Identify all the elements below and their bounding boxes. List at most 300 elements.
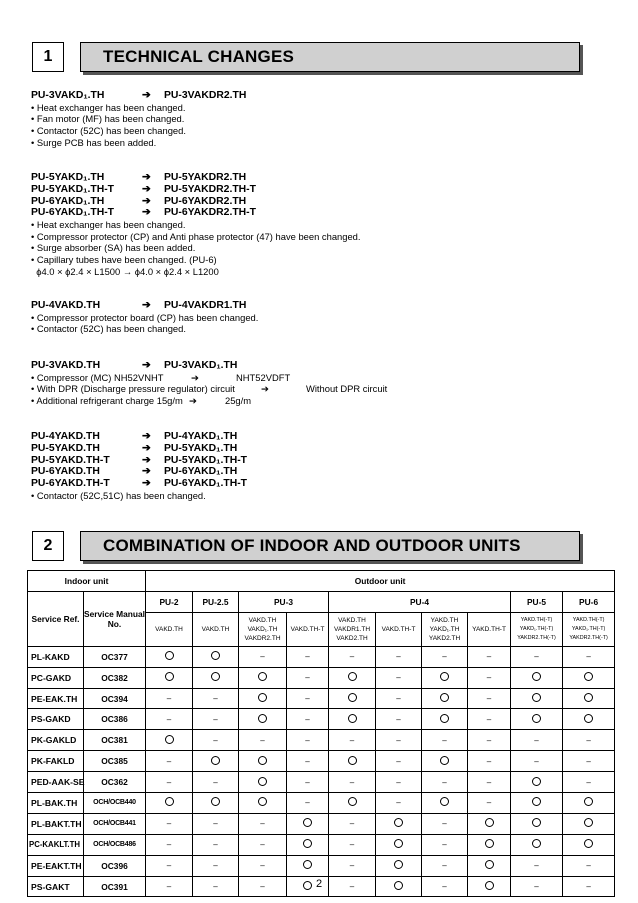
change-to: Without DPR circuit xyxy=(306,383,388,395)
service-manual-cell: OC386 xyxy=(84,709,146,730)
not-compatible-mark: – xyxy=(287,751,329,772)
compatible-mark xyxy=(511,709,563,730)
change-note xyxy=(31,383,591,395)
change-note xyxy=(31,372,591,384)
compatible-mark xyxy=(511,813,563,834)
compatible-mark xyxy=(329,688,376,709)
compatible-mark xyxy=(422,751,468,772)
old-model: PU-6YAKD₁.TH xyxy=(31,195,105,207)
not-compatible-mark: – xyxy=(422,646,468,667)
not-compatible-mark: – xyxy=(468,646,511,667)
not-compatible-mark: – xyxy=(287,793,329,814)
compatible-mark xyxy=(329,751,376,772)
service-ref-cell: PL-BAK.TH xyxy=(28,793,84,814)
compatible-mark xyxy=(193,646,239,667)
change-note: • Capillary tubes have been changed. (PU-6) xyxy=(31,253,217,265)
new-model: PU-4VAKDR1.TH xyxy=(164,300,247,311)
change-note: • Contactor (52C) has been changed. xyxy=(31,323,186,335)
compatible-mark xyxy=(422,667,468,688)
new-model: PU-6YAKD₁.TH-T xyxy=(164,478,248,490)
model-change-row xyxy=(31,300,591,312)
not-compatible-mark: – xyxy=(329,772,376,793)
table-row xyxy=(28,813,615,834)
not-compatible-mark: – xyxy=(287,709,329,730)
model-change-row xyxy=(31,466,591,478)
circle-icon xyxy=(348,756,357,765)
not-compatible-mark: – xyxy=(287,667,329,688)
circle-icon xyxy=(258,777,267,786)
compatible-mark xyxy=(193,751,239,772)
circle-icon xyxy=(584,693,593,702)
arrow-icon: ➔ xyxy=(142,300,151,311)
compatible-mark xyxy=(563,813,615,834)
not-compatible-mark: – xyxy=(563,646,615,667)
section-2-number: 2 xyxy=(32,531,64,561)
section-1-header xyxy=(32,42,580,72)
outdoor-model-header: YAKD.TH(-T) YAKD₁.TH(-T) YAKDR2.TH(-T) xyxy=(511,612,563,646)
compatible-mark xyxy=(239,751,287,772)
not-compatible-mark: – xyxy=(329,834,376,855)
not-compatible-mark: – xyxy=(468,730,511,751)
not-compatible-mark: – xyxy=(193,709,239,730)
compatible-mark xyxy=(422,709,468,730)
circle-icon xyxy=(348,672,357,681)
arrow-icon: ➔ xyxy=(189,394,197,406)
arrow-icon: ➔ xyxy=(142,431,151,442)
not-compatible-mark: – xyxy=(146,751,193,772)
outdoor-model-header: VAKD.TH VAKD₁.TH VAKDR2.TH xyxy=(239,612,287,646)
new-model: PU-5YAKD₁.TH-T xyxy=(164,454,248,466)
old-model: PU-6YAKD.TH-T xyxy=(31,478,110,490)
change-note: • Fan motor (MF) has been changed. xyxy=(31,113,185,125)
not-compatible-mark: – xyxy=(376,730,422,751)
not-compatible-mark: – xyxy=(422,834,468,855)
not-compatible-mark: – xyxy=(511,751,563,772)
not-compatible-mark: – xyxy=(563,876,615,897)
circle-icon xyxy=(485,818,494,827)
outdoor-group-header: PU-6 xyxy=(563,591,615,612)
not-compatible-mark: – xyxy=(468,667,511,688)
not-compatible-mark: – xyxy=(239,730,287,751)
table-row xyxy=(28,751,615,772)
old-model: PU-3VAKD.TH xyxy=(31,360,101,371)
compatible-mark xyxy=(563,834,615,855)
service-ref-cell: PS-GAKT xyxy=(28,876,84,897)
compatible-mark xyxy=(146,793,193,814)
circle-icon xyxy=(440,797,449,806)
service-ref-cell: PC-KAKLT.TH xyxy=(28,834,84,855)
not-compatible-mark: – xyxy=(422,730,468,751)
not-compatible-mark: – xyxy=(422,813,468,834)
arrow-icon: ➔ xyxy=(261,383,269,395)
compatible-mark xyxy=(563,709,615,730)
table-row xyxy=(28,667,615,688)
outdoor-model-header: YAKD.TH(-T) YAKD₁.TH(-T) YAKDR2.TH(-T) xyxy=(563,612,615,646)
circle-icon xyxy=(258,672,267,681)
not-compatible-mark: – xyxy=(511,646,563,667)
change-note: • Compressor protector (CP) and Anti phase protector (47) have been changed. xyxy=(31,230,361,242)
not-compatible-mark: – xyxy=(146,855,193,876)
change-to: NHT52VDFT xyxy=(236,371,291,383)
change-note: • Surge PCB has been added. xyxy=(31,136,157,148)
model-change-row xyxy=(31,360,591,372)
new-model: PU-3VAKD₁.TH xyxy=(164,360,238,371)
not-compatible-mark: – xyxy=(193,876,239,897)
not-compatible-mark: – xyxy=(422,876,468,897)
not-compatible-mark: – xyxy=(239,876,287,897)
compatible-mark xyxy=(146,667,193,688)
compatible-mark xyxy=(329,793,376,814)
not-compatible-mark: – xyxy=(146,834,193,855)
service-manual-cell: OC362 xyxy=(84,772,146,793)
service-manual-cell: OCH/OCB441 xyxy=(84,813,146,834)
compatible-mark xyxy=(239,688,287,709)
compatible-mark xyxy=(563,688,615,709)
not-compatible-mark: – xyxy=(329,813,376,834)
new-model: PU-6YAKDR2.TH xyxy=(164,195,247,207)
service-manual-cell: OC382 xyxy=(84,667,146,688)
compatible-mark xyxy=(329,709,376,730)
not-compatible-mark: – xyxy=(563,855,615,876)
model-change-row xyxy=(31,455,591,467)
arrow-icon: ➔ xyxy=(142,442,151,454)
circle-icon xyxy=(211,797,220,806)
compatible-mark xyxy=(193,793,239,814)
section-2-header xyxy=(32,531,580,561)
change-from: • Compressor (MC) NH52VNHT xyxy=(31,371,164,383)
not-compatible-mark: – xyxy=(376,646,422,667)
compatible-mark xyxy=(239,793,287,814)
circle-icon xyxy=(532,777,541,786)
service-manual-cell: OC391 xyxy=(84,876,146,897)
change-block xyxy=(31,172,591,277)
service-manual-cell: OC385 xyxy=(84,751,146,772)
old-model: PU-4VAKD.TH xyxy=(31,300,101,311)
old-model: PU-5YAKD.TH xyxy=(31,442,100,454)
compatible-mark xyxy=(511,772,563,793)
new-model: PU-5YAKDR2.TH-T xyxy=(164,183,256,195)
change-note xyxy=(31,395,591,407)
not-compatible-mark: – xyxy=(239,646,287,667)
not-compatible-mark: – xyxy=(287,688,329,709)
change-note: • Compressor protector board (CP) has been changed. xyxy=(31,311,259,323)
change-note: • Heat exchanger has been changed. xyxy=(31,101,186,113)
service-ref-cell: PED-AAK-SE xyxy=(28,772,84,793)
not-compatible-mark: – xyxy=(468,688,511,709)
not-compatible-mark: – xyxy=(329,855,376,876)
outdoor-unit-header: Outdoor unit xyxy=(146,571,615,592)
service-manual-cell: OC377 xyxy=(84,646,146,667)
circle-icon xyxy=(584,672,593,681)
not-compatible-mark: – xyxy=(146,688,193,709)
model-change-row xyxy=(31,443,591,455)
service-manual-cell: OC396 xyxy=(84,855,146,876)
change-from: • Additional refrigerant charge 15g/m xyxy=(31,394,183,406)
service-manual-cell: OCH/OCB486 xyxy=(84,834,146,855)
not-compatible-mark: – xyxy=(511,855,563,876)
outdoor-group-header: PU-2 xyxy=(146,591,193,612)
circle-icon xyxy=(485,860,494,869)
not-compatible-mark: – xyxy=(563,730,615,751)
not-compatible-mark: – xyxy=(193,813,239,834)
circle-icon xyxy=(584,818,593,827)
table-row xyxy=(28,730,615,751)
not-compatible-mark: – xyxy=(287,646,329,667)
service-ref-cell: PL-BAKT.TH xyxy=(28,813,84,834)
new-model: PU-6YAKDR2.TH-T xyxy=(164,207,256,219)
circle-icon xyxy=(532,797,541,806)
table-row xyxy=(28,834,615,855)
model-change-row xyxy=(31,172,591,184)
not-compatible-mark: – xyxy=(329,730,376,751)
not-compatible-mark: – xyxy=(193,834,239,855)
service-ref-cell: PC-GAKD xyxy=(28,667,84,688)
outdoor-model-header: VAKD.TH-T xyxy=(287,612,329,646)
not-compatible-mark: – xyxy=(239,855,287,876)
circle-icon xyxy=(532,714,541,723)
circle-icon xyxy=(165,672,174,681)
model-change-row xyxy=(31,431,591,443)
circle-icon xyxy=(211,651,220,660)
compatible-mark xyxy=(287,813,329,834)
circle-icon xyxy=(165,735,174,744)
not-compatible-mark: – xyxy=(376,772,422,793)
not-compatible-mark: – xyxy=(511,730,563,751)
not-compatible-mark: – xyxy=(468,751,511,772)
old-model: PU-5YAKD.TH-T xyxy=(31,454,110,466)
change-note: • Heat exchanger has been changed. xyxy=(31,219,186,231)
outdoor-model-header: VAKD.TH-T xyxy=(376,612,422,646)
outdoor-group-header: PU-3 xyxy=(239,591,329,612)
not-compatible-mark: – xyxy=(193,772,239,793)
arrow-icon: ➔ xyxy=(142,360,151,371)
table-row xyxy=(28,772,615,793)
not-compatible-mark: – xyxy=(511,876,563,897)
circle-icon xyxy=(584,797,593,806)
compatible-mark xyxy=(146,730,193,751)
compatible-mark xyxy=(511,793,563,814)
outdoor-model-header: YAKD.TH YAKD₁.TH YAKD2.TH xyxy=(422,612,468,646)
arrow-icon: ➔ xyxy=(142,195,151,207)
circle-icon xyxy=(440,756,449,765)
circle-icon xyxy=(211,672,220,681)
not-compatible-mark: – xyxy=(146,709,193,730)
section-1-title: TECHNICAL CHANGES xyxy=(103,47,295,66)
service-manual-cell: OCH/OCB440 xyxy=(84,793,146,814)
outdoor-group-header: PU-5 xyxy=(511,591,563,612)
new-model: PU-3VAKDR2.TH xyxy=(164,90,247,101)
new-model: PU-5YAKD₁.TH xyxy=(164,442,238,454)
section-1-number: 1 xyxy=(32,42,64,72)
section-1-title-bar xyxy=(80,42,580,72)
outdoor-model-header: VAKD.TH xyxy=(193,612,239,646)
change-block xyxy=(31,90,591,148)
compatible-mark xyxy=(511,688,563,709)
new-model: PU-6YAKD₁.TH xyxy=(164,466,238,478)
service-ref-header: Service Ref. xyxy=(28,591,84,646)
change-note: • Contactor (52C) has been changed. xyxy=(31,124,186,136)
not-compatible-mark: – xyxy=(193,855,239,876)
compatible-mark xyxy=(376,855,422,876)
compatible-mark xyxy=(468,813,511,834)
model-change-row xyxy=(31,184,591,196)
old-model: PU-6YAKD₁.TH-T xyxy=(31,207,115,219)
compatible-mark xyxy=(376,813,422,834)
new-model: PU-5YAKDR2.TH xyxy=(164,172,247,183)
change-block xyxy=(31,300,591,335)
change-from: • With DPR (Discharge pressure regulator) circuit xyxy=(31,383,235,395)
compatible-mark xyxy=(422,793,468,814)
new-model: PU-4YAKD₁.TH xyxy=(164,431,238,442)
not-compatible-mark: – xyxy=(422,772,468,793)
outdoor-group-header: PU-2.5 xyxy=(193,591,239,612)
not-compatible-mark: – xyxy=(422,855,468,876)
model-change-row xyxy=(31,207,591,219)
not-compatible-mark: – xyxy=(376,667,422,688)
change-block xyxy=(31,431,591,502)
table-row xyxy=(28,709,615,730)
circle-icon xyxy=(584,714,593,723)
table-row xyxy=(28,793,615,814)
compatible-mark xyxy=(329,667,376,688)
service-ref-cell: PK-GAKLD xyxy=(28,730,84,751)
table-row xyxy=(28,646,615,667)
arrow-icon: ➔ xyxy=(142,454,151,466)
circle-icon xyxy=(394,860,403,869)
compatible-mark xyxy=(563,667,615,688)
indoor-unit-header: Indoor unit xyxy=(28,571,146,592)
not-compatible-mark: – xyxy=(468,772,511,793)
compatible-mark xyxy=(563,793,615,814)
circle-icon xyxy=(394,839,403,848)
circle-icon xyxy=(584,839,593,848)
service-ref-cell: PS-GAKD xyxy=(28,709,84,730)
page-number: 2 xyxy=(315,878,323,890)
model-change-row xyxy=(31,90,591,102)
not-compatible-mark: – xyxy=(193,688,239,709)
circle-icon xyxy=(165,651,174,660)
old-model: PU-5YAKD₁.TH xyxy=(31,172,105,183)
not-compatible-mark: – xyxy=(563,772,615,793)
not-compatible-mark: – xyxy=(239,834,287,855)
old-model: PU-6YAKD.TH xyxy=(31,466,100,478)
circle-icon xyxy=(485,839,494,848)
circle-icon xyxy=(258,693,267,702)
circle-icon xyxy=(440,672,449,681)
circle-icon xyxy=(211,756,220,765)
arrow-icon: ➔ xyxy=(191,371,199,383)
circle-icon xyxy=(440,693,449,702)
old-model: PU-3VAKD₁.TH xyxy=(31,90,105,101)
compatible-mark xyxy=(422,688,468,709)
section-2-title-bar xyxy=(80,531,580,561)
circle-icon xyxy=(532,839,541,848)
change-note: • Surge absorber (SA) has been added. xyxy=(31,242,196,254)
compatible-mark xyxy=(239,709,287,730)
compatible-mark xyxy=(193,667,239,688)
not-compatible-mark: – xyxy=(193,730,239,751)
not-compatible-mark: – xyxy=(563,751,615,772)
not-compatible-mark: – xyxy=(146,876,193,897)
compatible-mark xyxy=(239,667,287,688)
service-manual-cell: OC394 xyxy=(84,688,146,709)
compatible-mark xyxy=(468,855,511,876)
not-compatible-mark: – xyxy=(376,709,422,730)
change-note: ϕ4.0 × ϕ2.4 × L1500 → ϕ4.0 × ϕ2.4 × L1200 xyxy=(31,265,219,277)
old-model: PU-4YAKD.TH xyxy=(31,431,100,442)
circle-icon xyxy=(394,818,403,827)
outdoor-model-header: YAKD.TH-T xyxy=(468,612,511,646)
arrow-icon: ➔ xyxy=(142,172,151,183)
not-compatible-mark: – xyxy=(329,876,376,897)
change-note: • Contactor (52C,51C) has been changed. xyxy=(31,489,206,501)
circle-icon xyxy=(348,714,357,723)
table-row xyxy=(28,688,615,709)
not-compatible-mark: – xyxy=(376,793,422,814)
service-manual-cell: OC381 xyxy=(84,730,146,751)
not-compatible-mark: – xyxy=(468,709,511,730)
outdoor-model-header: VAKD.TH xyxy=(146,612,193,646)
circle-icon xyxy=(532,818,541,827)
arrow-icon: ➔ xyxy=(142,466,151,478)
compatible-mark xyxy=(287,855,329,876)
service-ref-cell: PE-EAKT.TH xyxy=(28,855,84,876)
service-ref-cell: PE-EAK.TH xyxy=(28,688,84,709)
not-compatible-mark: – xyxy=(146,813,193,834)
compatible-mark xyxy=(511,834,563,855)
change-block xyxy=(31,360,591,407)
not-compatible-mark: – xyxy=(329,646,376,667)
model-change-row xyxy=(31,478,591,490)
circle-icon xyxy=(165,797,174,806)
not-compatible-mark: – xyxy=(146,772,193,793)
circle-icon xyxy=(440,714,449,723)
not-compatible-mark: – xyxy=(376,751,422,772)
circle-icon xyxy=(532,693,541,702)
circle-icon xyxy=(348,693,357,702)
compatible-mark xyxy=(468,834,511,855)
circle-icon xyxy=(532,672,541,681)
circle-icon xyxy=(303,860,312,869)
compatible-mark xyxy=(239,772,287,793)
not-compatible-mark: – xyxy=(287,772,329,793)
section-2-title: COMBINATION OF INDOOR AND OUTDOOR UNITS xyxy=(103,536,521,555)
circle-icon xyxy=(303,818,312,827)
change-to: 25g/m xyxy=(225,394,252,406)
model-change-row xyxy=(31,196,591,208)
arrow-icon: ➔ xyxy=(142,207,151,219)
compatible-mark xyxy=(287,834,329,855)
table-row xyxy=(28,855,615,876)
circle-icon xyxy=(258,797,267,806)
service-ref-cell: PK-FAKLD xyxy=(28,751,84,772)
compatible-mark xyxy=(376,834,422,855)
old-model: PU-5YAKD₁.TH-T xyxy=(31,183,115,195)
not-compatible-mark: – xyxy=(468,793,511,814)
outdoor-model-header: VAKD.TH VAKDR1.TH VAKD2.TH xyxy=(329,612,376,646)
compatible-mark xyxy=(511,667,563,688)
circle-icon xyxy=(348,797,357,806)
circle-icon xyxy=(303,839,312,848)
arrow-icon: ➔ xyxy=(142,90,151,101)
service-ref-cell: PL-KAKD xyxy=(28,646,84,667)
arrow-icon: ➔ xyxy=(142,183,151,195)
arrow-icon: ➔ xyxy=(142,478,151,490)
not-compatible-mark: – xyxy=(376,688,422,709)
not-compatible-mark: – xyxy=(239,813,287,834)
outdoor-group-header: PU-4 xyxy=(329,591,511,612)
service-manual-header: Service Manual No. xyxy=(84,591,146,646)
